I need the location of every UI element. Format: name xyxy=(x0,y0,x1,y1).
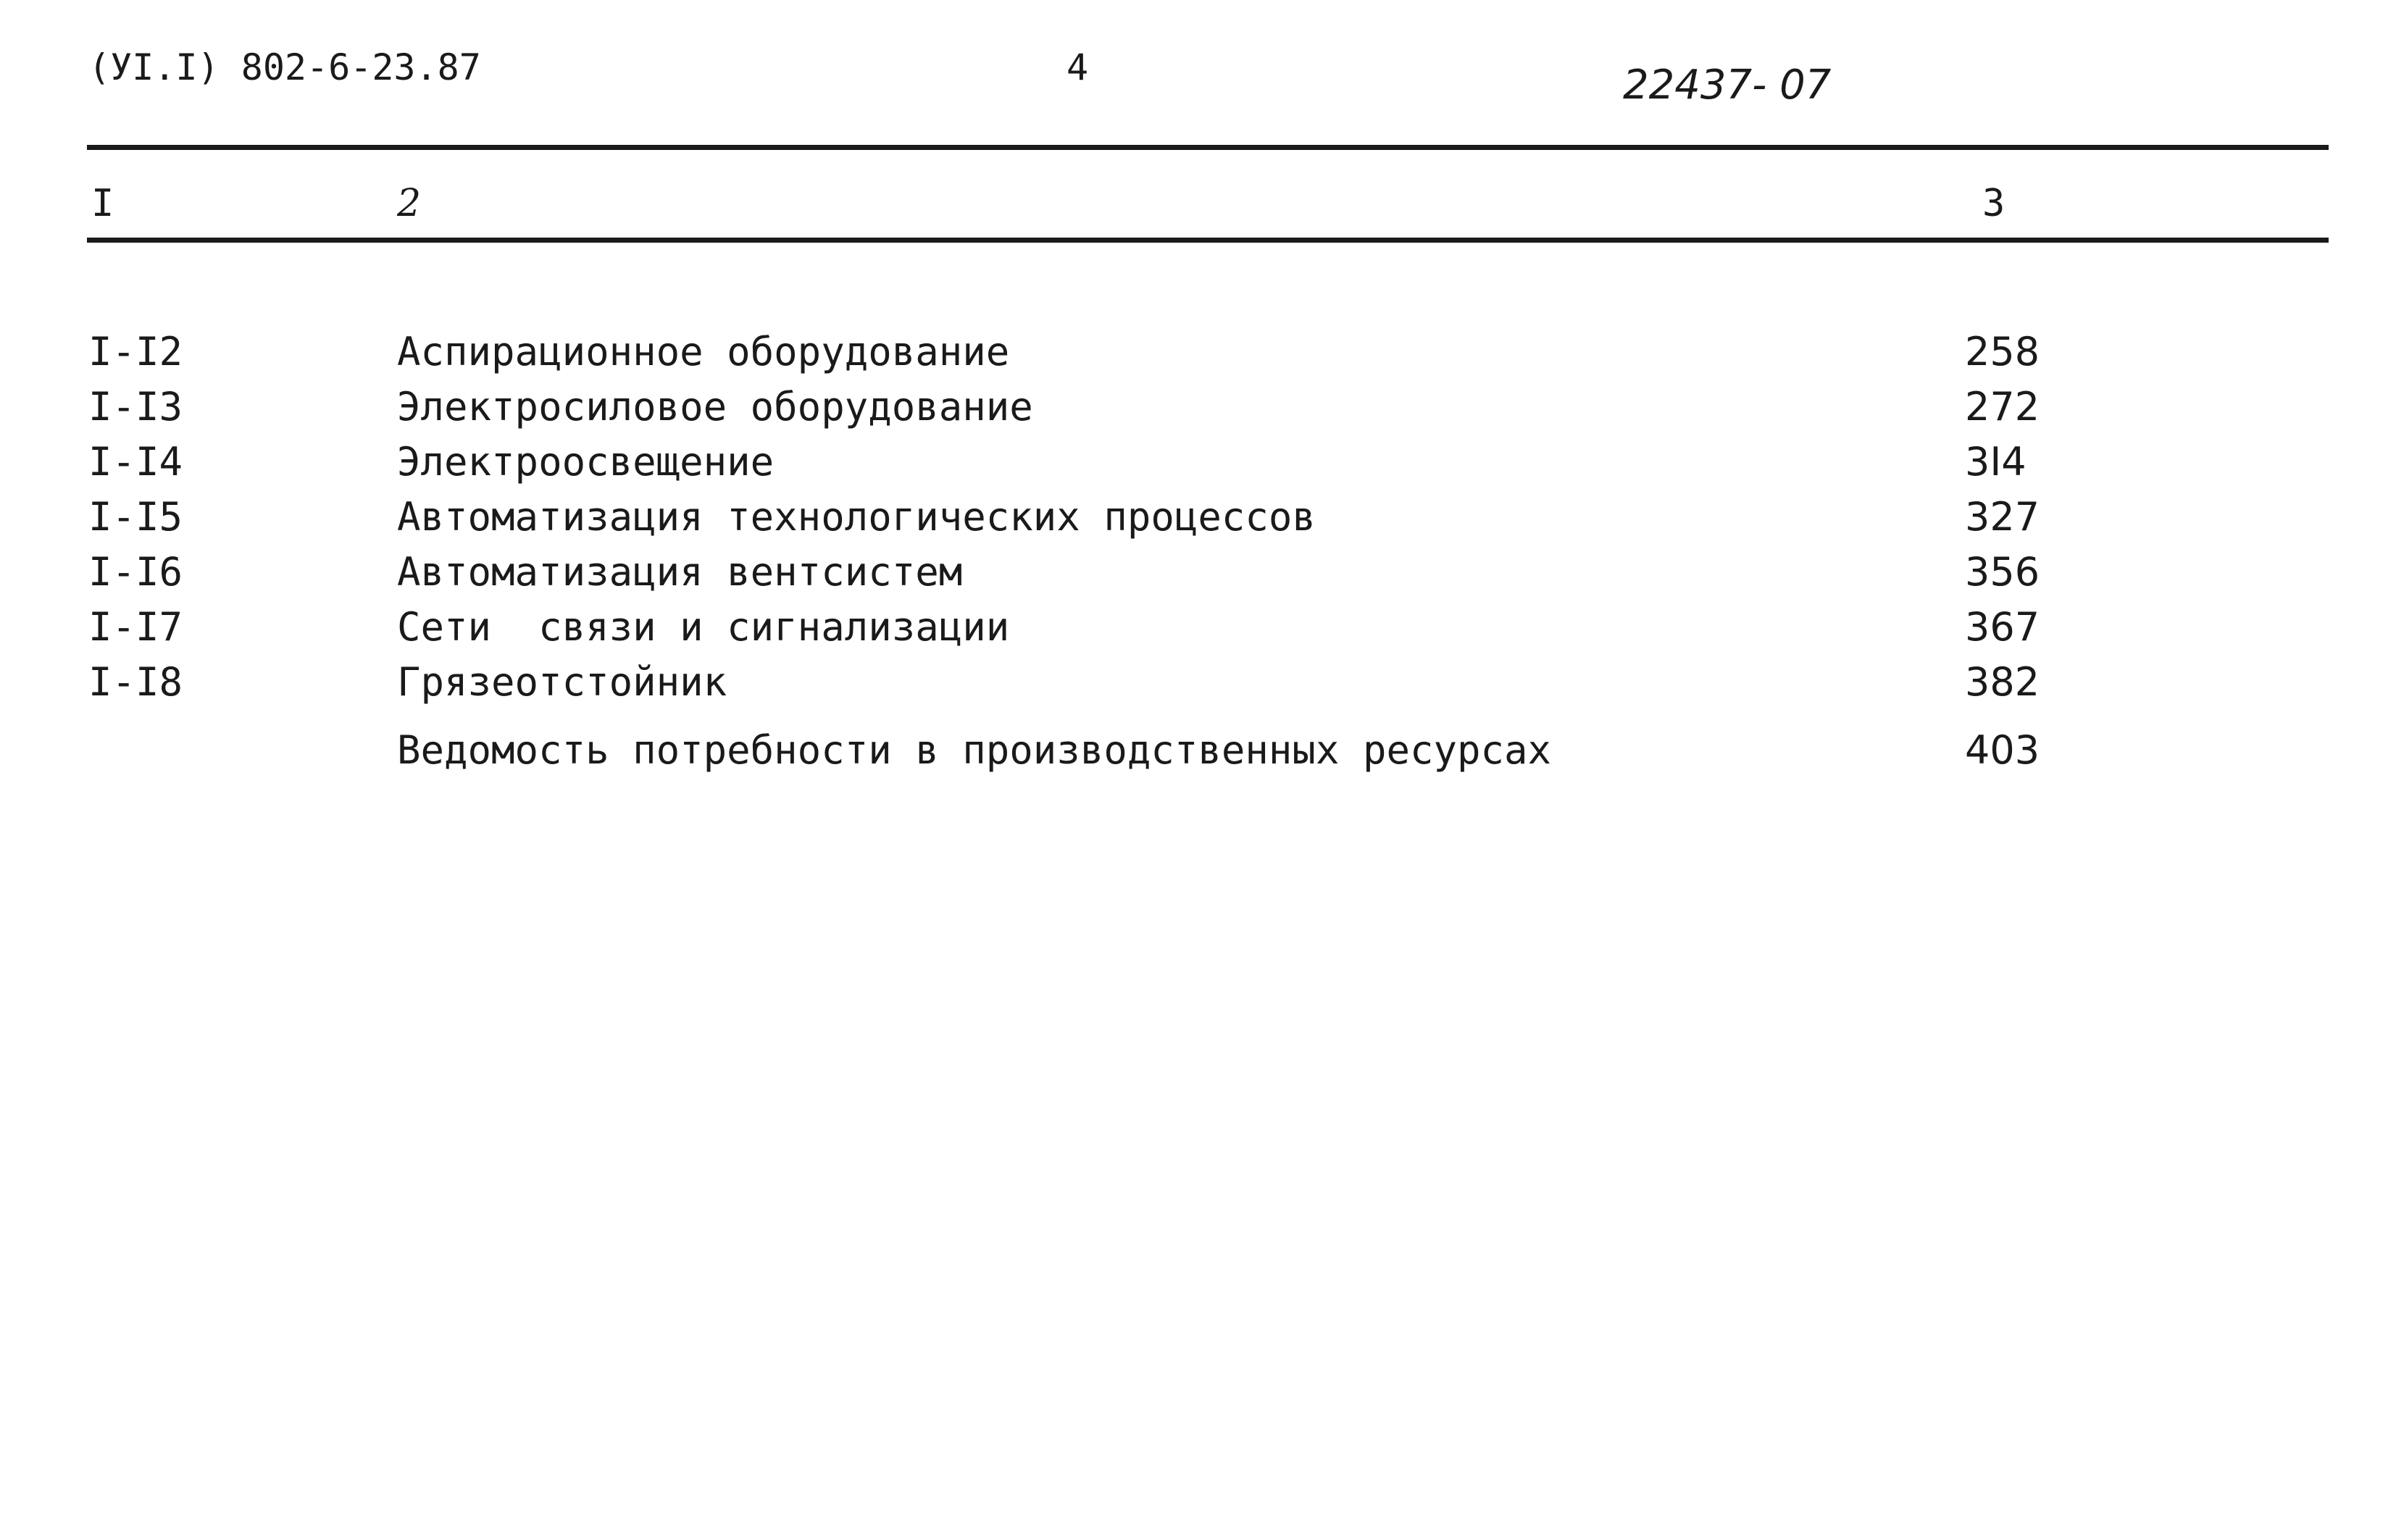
row-title: Автоматизация вентсистем xyxy=(397,549,963,595)
row-title: Сети связи и сигнализации xyxy=(397,604,1010,650)
table-row xyxy=(0,600,2396,655)
row-page: 272 xyxy=(1965,384,2040,430)
row-title: Аспирационное оборудование xyxy=(397,329,1010,374)
row-page: 327 xyxy=(1965,494,2040,540)
row-page: 403 xyxy=(1965,727,2040,773)
table-header-rule xyxy=(87,238,2329,243)
column-header-1: I xyxy=(91,182,114,225)
row-page: 382 xyxy=(1965,659,2040,705)
row-page: 3I4 xyxy=(1965,439,2026,485)
table-row xyxy=(0,380,2396,435)
row-code: I-I7 xyxy=(88,604,183,650)
row-page: 367 xyxy=(1965,604,2040,650)
table-top-rule xyxy=(87,145,2329,150)
table-row xyxy=(0,490,2396,545)
row-code: I-I3 xyxy=(88,384,183,430)
table-row xyxy=(0,545,2396,600)
row-code: I-I2 xyxy=(88,329,183,374)
page-number: 4 xyxy=(1066,46,1089,88)
table-row xyxy=(0,325,2396,380)
document-code: (УI.I) 802-6-23.87 xyxy=(88,46,481,88)
table-row xyxy=(0,723,2396,778)
table-row xyxy=(0,655,2396,710)
row-code: I-I4 xyxy=(88,439,183,485)
row-code: I-I8 xyxy=(88,659,183,705)
column-header-3: 3 xyxy=(1982,182,2005,225)
table-row xyxy=(0,435,2396,490)
row-title: Ведомость потребности в производственных ресурсах xyxy=(397,727,1552,773)
archive-number: 22437- 07 xyxy=(1623,62,1832,109)
row-title: Электросиловое оборудование xyxy=(397,384,1033,430)
row-page: 258 xyxy=(1965,329,2040,374)
row-title: Грязеотстойник xyxy=(397,659,727,705)
row-code: I-I5 xyxy=(88,494,183,540)
contents-table xyxy=(0,325,2396,778)
column-header-2: 2 xyxy=(397,182,422,225)
row-title: Автоматизация технологических процессов xyxy=(397,494,1316,540)
row-page: 356 xyxy=(1965,549,2040,595)
row-title: Электроосвещение xyxy=(397,439,775,485)
row-code: I-I6 xyxy=(88,549,183,595)
